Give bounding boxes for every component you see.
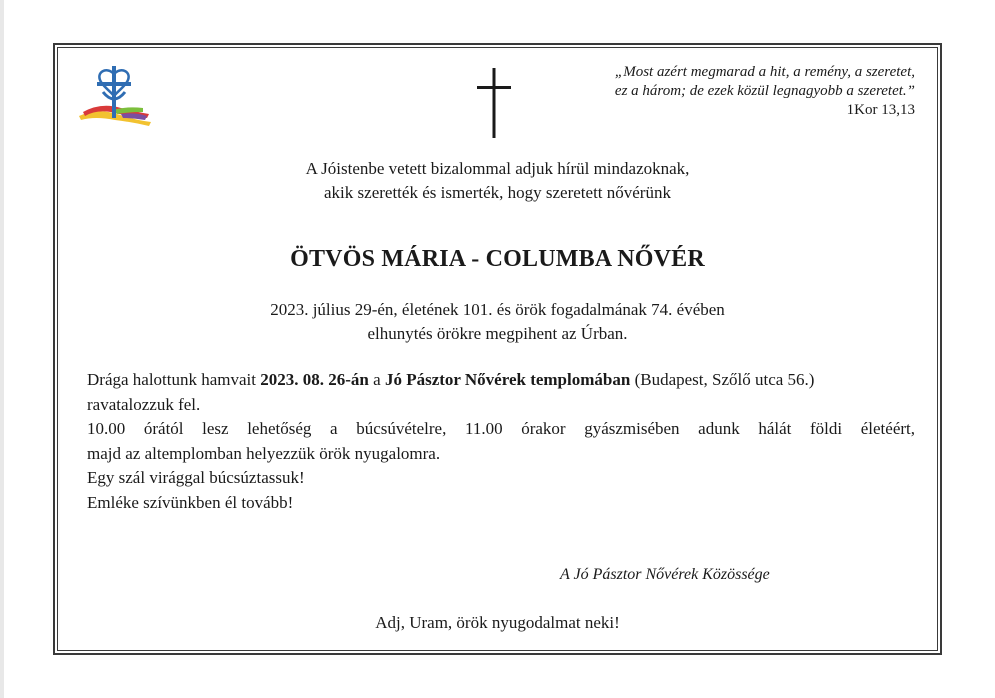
- funeral-memory-line: Emléke szívünkben él tovább!: [87, 492, 294, 512]
- funeral-paragraph-2-line-2: majd az altemplomban helyezzük örök nyugalomra.: [87, 443, 441, 463]
- funeral-intro-text: Drága halottunk hamvait: [87, 370, 261, 389]
- community-signature: A Jó Pásztor Nővérek Közössége: [560, 566, 770, 583]
- funeral-paragraph-1-line-2: ravatalozzuk fel.: [87, 394, 201, 414]
- quote-line-2: ez a három; de ezek közül legnagyobb a szeretet.”: [614, 83, 915, 99]
- funeral-connector: a: [368, 370, 385, 389]
- funeral-paragraph-2-line-1: 10.00 órától lesz lehetőség a búcsúvételre, 11.00 órakor gyászmisében adunk hálát földi életéért,: [87, 419, 915, 438]
- death-line-1: 2023. július 29-én, életének 101. és örök fogadalmának 74. évében: [270, 300, 725, 319]
- page-edge: [0, 0, 4, 698]
- bible-quote: [515, 63, 915, 120]
- funeral-details: [87, 368, 915, 515]
- intro-line-2: akik szerették és ismerték, hogy szeretett nővérünk: [324, 183, 671, 202]
- funeral-place: Jó Pásztor Nővérek templomában: [384, 370, 631, 389]
- announcement-intro: [60, 157, 935, 205]
- closing-prayer: Adj, Uram, örök nyugodalmat neki!: [375, 613, 620, 632]
- quote-reference: 1Kor 13,13: [846, 102, 915, 118]
- funeral-paragraph-1: [87, 368, 915, 393]
- latin-cross-icon: [477, 68, 511, 138]
- funeral-date: 2023. 08. 26-án: [260, 370, 369, 389]
- death-line-2: elhunytés örökre megpihent az Úrban.: [367, 324, 628, 343]
- funeral-address: (Budapest, Szőlő utca 56.): [630, 370, 815, 389]
- intro-line-1: A Jóistenbe vetett bizalommal adjuk hírül mindazoknak,: [305, 159, 690, 178]
- quote-line-1: „Most azért megmarad a hit, a remény, a szeretet,: [614, 64, 915, 80]
- congregation-logo-icon: [77, 62, 152, 128]
- deceased-name: ÖTVÖS MÁRIA - COLUMBA NŐVÉR: [290, 246, 705, 272]
- death-details: [60, 298, 935, 346]
- funeral-flower-request: Egy szál virággal búcsúztassuk!: [87, 468, 305, 487]
